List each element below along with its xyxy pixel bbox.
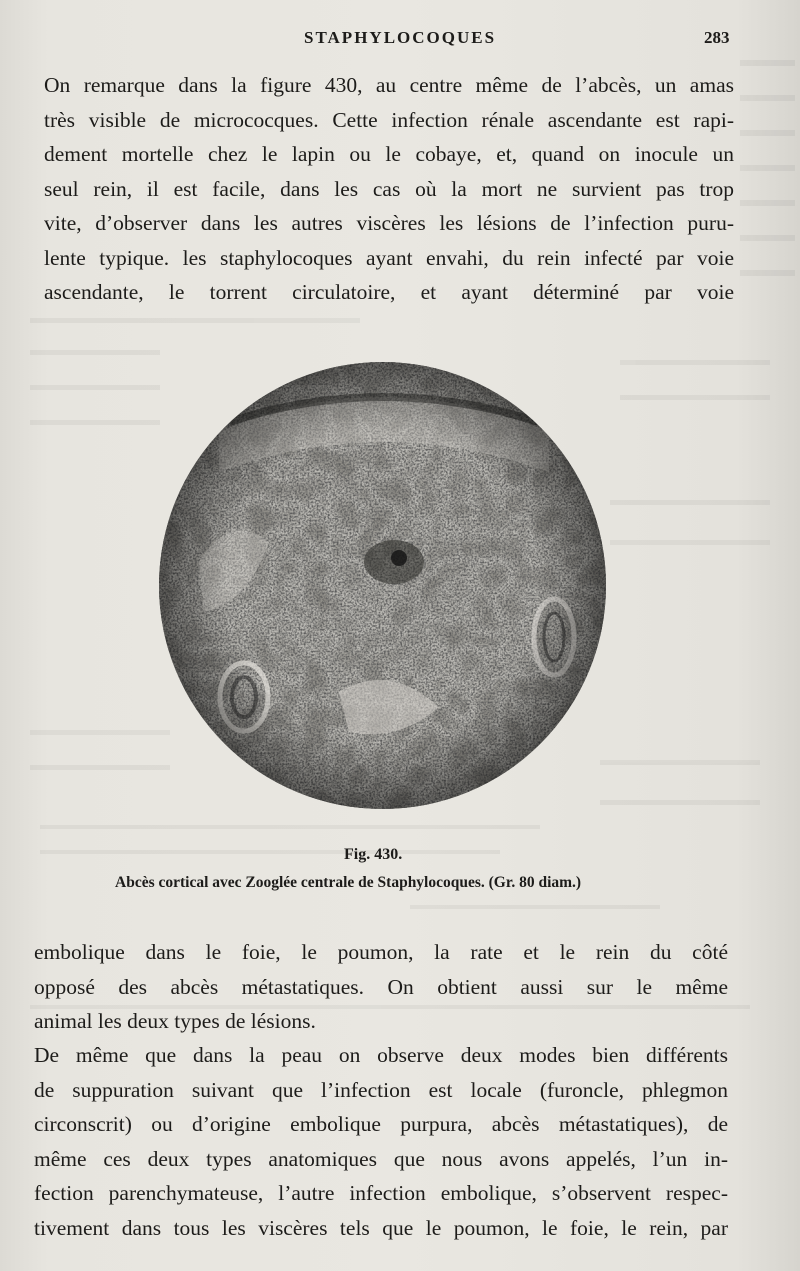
- text-line: ascendante, le torrent circulatoire, et ayant déterminé par voie: [44, 280, 734, 304]
- text-line: De même que dans la peau on observe deux modes bien différents: [34, 1043, 728, 1067]
- text-line: tivement dans tous les viscères tels que le poumon, le foie, le rein, par: [34, 1215, 728, 1240]
- text-line: dement mortelle chez le lapin ou le cobaye, et, quand on inocule un: [44, 142, 734, 166]
- text-line: circonscrit) ou d’origine embolique purpura, abcès métastatiques), de: [34, 1112, 728, 1136]
- figure-caption: Abcès cortical avec Zooglée centrale de Staphylocoques. (Gr. 80 diam.): [115, 874, 582, 891]
- paragraph-top: [44, 68, 734, 310]
- micrograph-figure: [159, 362, 606, 809]
- text-line: vite, d’observer dans les autres viscères les lésions de l’infection puru-: [44, 211, 734, 235]
- paragraph-middle: [34, 935, 728, 1039]
- paragraph-bottom: [34, 1038, 728, 1245]
- text-line: opposé des abcès métastatiques. On obtient aussi sur le même: [34, 974, 728, 999]
- page-header: [0, 24, 800, 54]
- text-line: seul rein, il est facile, dans les cas où la mort ne survient pas trop: [44, 176, 734, 201]
- text-line: fection parenchymateuse, l’autre infection embolique, s’observent respec-: [34, 1181, 728, 1205]
- running-title: STAPHYLOCOQUES: [304, 28, 497, 47]
- text-line: lente typique. les staphylocoques ayant envahi, du rein infecté par voie: [44, 245, 734, 270]
- text-line: de suppuration suivant que l’infection est locale (furoncle, phlegmon: [34, 1077, 728, 1102]
- page-number: 283: [704, 28, 730, 47]
- text-line: même ces deux types anatomiques que nous avons appelés, l’un in-: [34, 1146, 728, 1171]
- figure-label: Fig. 430.: [344, 846, 403, 863]
- text-line: très visible de micrococques. Cette infection rénale ascendante est rapi-: [44, 107, 734, 132]
- micrograph-image: [159, 362, 606, 809]
- text-line: embolique dans le foie, le poumon, la rate et le rein du côté: [34, 940, 728, 964]
- text-line: animal les deux types de lésions.: [34, 1009, 316, 1033]
- text-line: On remarque dans la figure 430, au centre même de l’abcès, un amas: [44, 73, 734, 97]
